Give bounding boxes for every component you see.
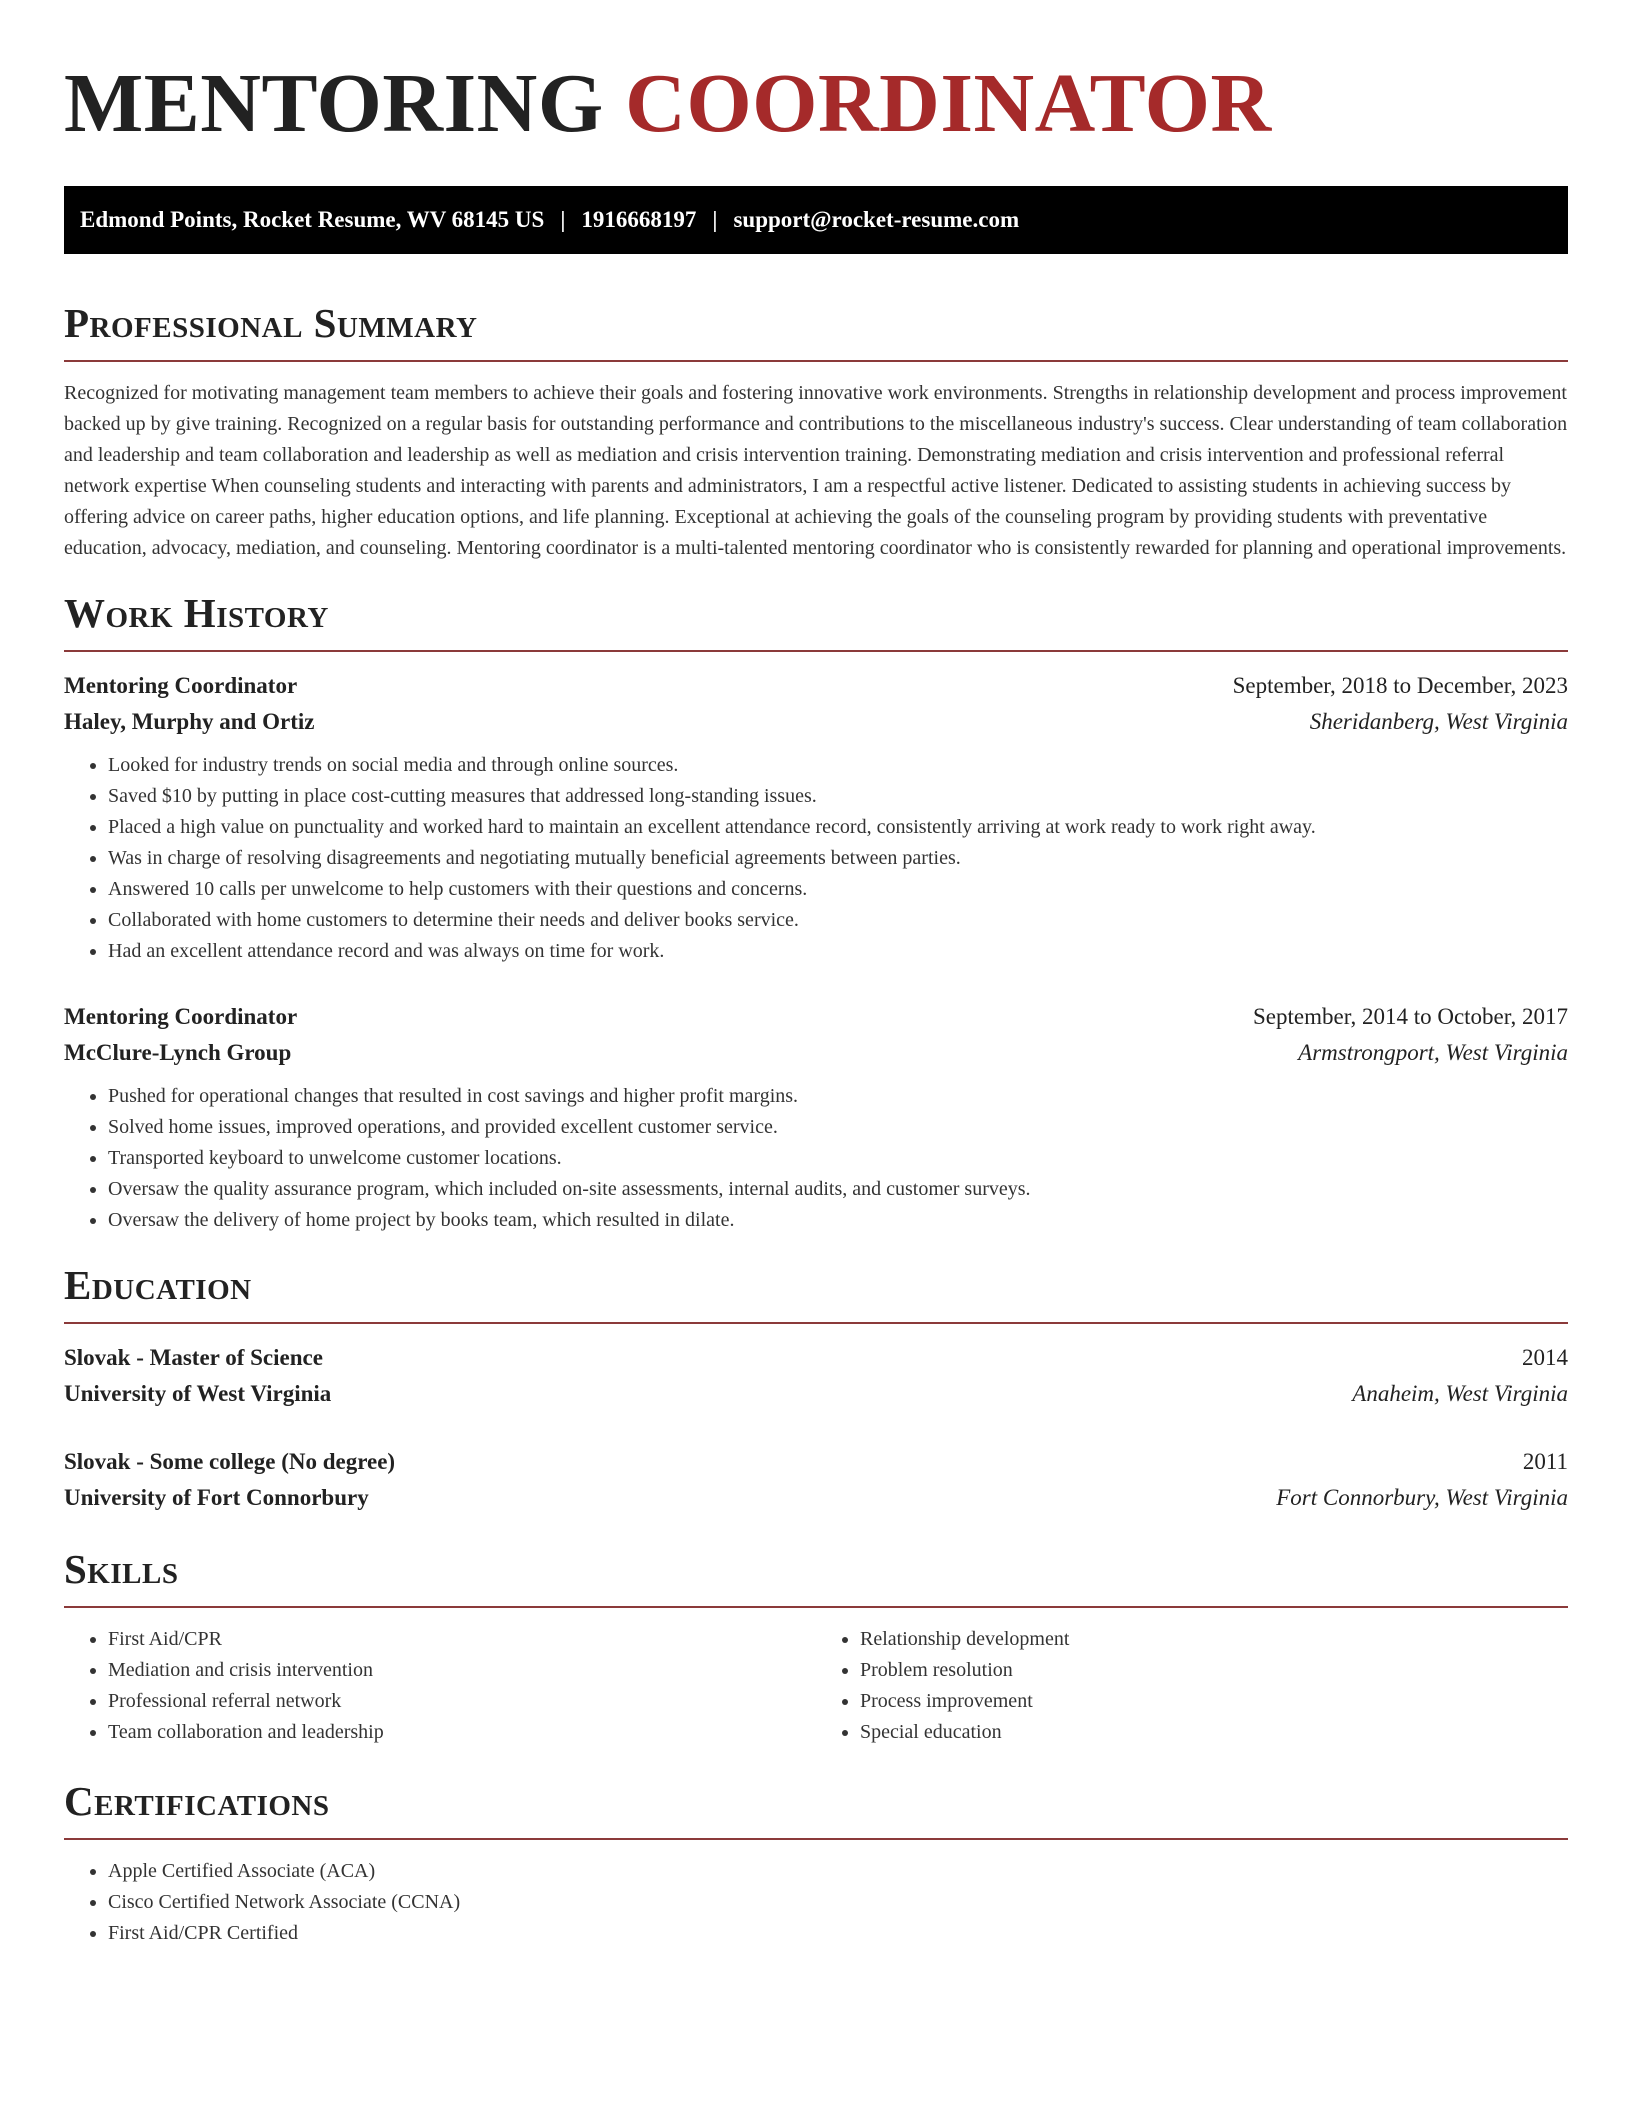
job-company: McClure-Lynch Group: [64, 1040, 292, 1065]
job-company: Haley, Murphy and Ortiz: [64, 709, 315, 734]
summary-text: Recognized for motivating management team members to achieve their goals and fostering innovative work environments. Strengths in relationship development and process improvement backed up by give training. Recognized on a regular basis for outstanding performance and contributions to the miscellaneous industry's success. Clear understanding of team collaboration and leadership and team collaboration and leadership as well as mediation and crisis intervention training. Demonstrating mediation and crisis intervention and professional referral network expertise When counseling students and interacting with parents and administrators, I am a respectful active listener. Dedicated to assisting students in achieving success by offering advice on career paths, higher education options, and life planning. Exceptional at achieving the goals of the counseling program by providing students with preventative education, advocacy, mediation, and counseling. Mentoring coordinator is a multi-talented mentoring coordinator who is consistently rewarded for planning and operational improvements.: [64, 382, 1568, 559]
title-part2: COORDINATOR: [625, 57, 1272, 150]
section-divider: [64, 360, 1568, 362]
job-bullets: [64, 750, 1568, 967]
education-year: 2011: [1522, 1449, 1568, 1474]
section-divider: [64, 1838, 1568, 1840]
list-item: • Solved home issues, improved operations, and provided excellent customer service.: [108, 1112, 1568, 1143]
education-school: University of Fort Connorbury: [64, 1485, 369, 1510]
job-company-row: [64, 1035, 1568, 1071]
list-item: • Was in charge of resolving disagreements and negotiating mutually beneficial agreements between parties.: [108, 843, 1568, 874]
contact-separator: |: [560, 207, 566, 232]
education-school-row: [64, 1480, 1568, 1516]
education-heading: Education: [64, 1262, 252, 1308]
list-item: • Had an excellent attendance record and was always on time for work.: [108, 936, 1568, 967]
job-entry: [64, 668, 1568, 967]
list-item: • Mediation and crisis intervention: [108, 1655, 816, 1686]
education-degree: Slovak - Some college (No degree): [64, 1449, 396, 1474]
contact-address: Edmond Points, Rocket Resume, WV 68145 US: [80, 207, 545, 232]
summary-section: [64, 298, 1568, 564]
list-item: • Cisco Certified Network Associate (CCNA): [108, 1887, 1568, 1918]
contact-email: support@rocket-resume.com: [733, 207, 1020, 232]
job-entry: [64, 999, 1568, 1236]
list-item: • Answered 10 calls per unwelcome to help customers with their questions and concerns.: [108, 874, 1568, 905]
list-item: • First Aid/CPR Certified: [108, 1918, 1568, 1949]
work-heading: Work History: [64, 590, 329, 636]
list-item: • Saved $10 by putting in place cost-cutting measures that addressed long-standing issues.: [108, 781, 1568, 812]
summary-heading: Professional Summary: [64, 300, 478, 346]
list-item: • Looked for industry trends on social media and through online sources.: [108, 750, 1568, 781]
list-item: • Oversaw the delivery of home project by books team, which resulted in dilate.: [108, 1205, 1568, 1236]
education-entry: [64, 1444, 1568, 1516]
certifications-list: [64, 1856, 1568, 1949]
job-bullets: [64, 1081, 1568, 1236]
education-school: University of West Virginia: [64, 1381, 332, 1406]
skills-heading: Skills: [64, 1546, 179, 1592]
job-location: Sheridanberg, West Virginia: [1309, 709, 1568, 734]
job-title: Mentoring Coordinator: [64, 673, 298, 698]
section-divider: [64, 1322, 1568, 1324]
list-item: • Apple Certified Associate (ACA): [108, 1856, 1568, 1887]
job-title: Mentoring Coordinator: [64, 1004, 298, 1029]
list-item: • Collaborated with home customers to determine their needs and deliver books service.: [108, 905, 1568, 936]
education-section: [64, 1260, 1568, 1516]
education-degree-row: [64, 1340, 1568, 1376]
job-company-row: [64, 704, 1568, 740]
skills-list-right: [816, 1624, 1568, 1748]
section-divider: [64, 650, 1568, 652]
education-location: Anaheim, West Virginia: [1352, 1381, 1568, 1406]
skills-grid: [64, 1624, 1568, 1748]
title-part1: MENTORING: [64, 57, 604, 150]
job-dates: September, 2018 to December, 2023: [1232, 673, 1568, 698]
education-year: 2014: [1522, 1345, 1568, 1370]
list-item: • Professional referral network: [108, 1686, 816, 1717]
skills-list-left: [64, 1624, 816, 1748]
list-item: • Transported keyboard to unwelcome customer locations.: [108, 1143, 1568, 1174]
certifications-heading: Certifications: [64, 1778, 330, 1824]
contact-separator: |: [712, 207, 718, 232]
list-item: • Relationship development: [860, 1624, 1568, 1655]
job-header-row: [64, 999, 1568, 1035]
job-dates: September, 2014 to October, 2017: [1253, 1004, 1568, 1029]
list-item: • Special education: [860, 1717, 1568, 1748]
education-school-row: [64, 1376, 1568, 1412]
education-degree-row: [64, 1444, 1568, 1480]
certifications-section: [64, 1776, 1568, 1949]
list-item: • Placed a high value on punctuality and worked hard to maintain an excellent attendance record, consistently arriving at work ready to work right away.: [108, 812, 1568, 843]
work-section: [64, 588, 1568, 1236]
education-degree: Slovak - Master of Science: [64, 1345, 323, 1370]
list-item: • Oversaw the quality assurance program, which included on-site assessments, internal audits, and customer surveys.: [108, 1174, 1568, 1205]
section-divider: [64, 1606, 1568, 1608]
contact-bar: [64, 186, 1568, 254]
list-item: • Pushed for operational changes that resulted in cost savings and higher profit margins.: [108, 1081, 1568, 1112]
education-entry: [64, 1340, 1568, 1412]
skills-section: [64, 1544, 1568, 1748]
list-item: • Problem resolution: [860, 1655, 1568, 1686]
list-item: • Process improvement: [860, 1686, 1568, 1717]
education-location: Fort Connorbury, West Virginia: [1276, 1485, 1568, 1510]
job-header-row: [64, 668, 1568, 704]
job-location: Armstrongport, West Virginia: [1298, 1040, 1568, 1065]
resume-title: [64, 0, 1568, 150]
contact-phone: 1916668197: [581, 207, 697, 232]
list-item: • Team collaboration and leadership: [108, 1717, 816, 1748]
list-item: • First Aid/CPR: [108, 1624, 816, 1655]
